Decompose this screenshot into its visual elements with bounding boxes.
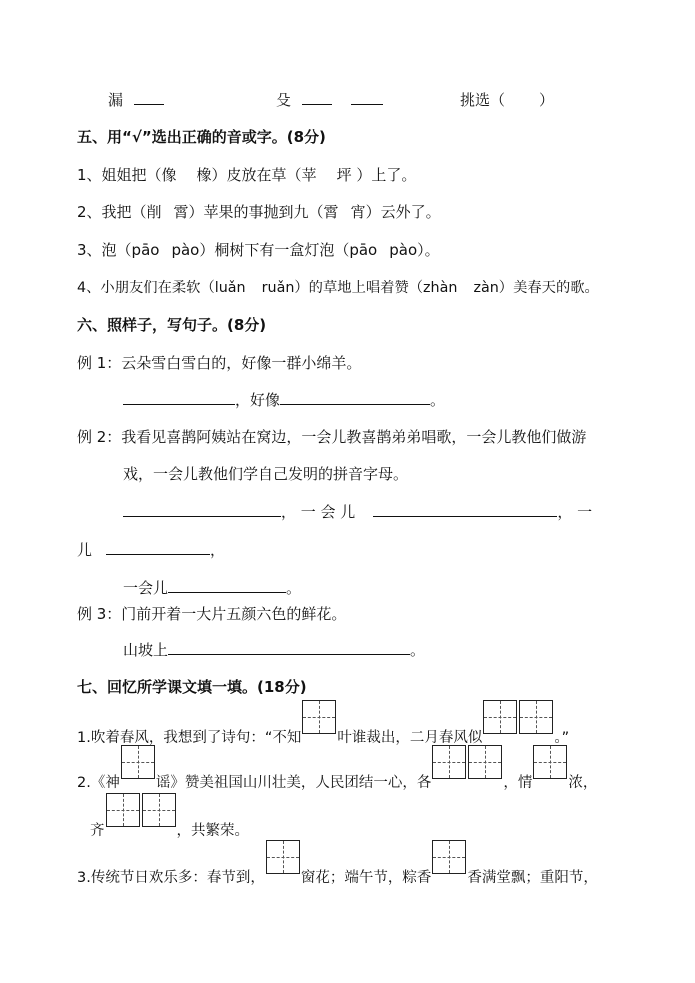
s7-q1-part-c: 。” [554, 730, 570, 746]
s6-ex3-label: 山坡上 [123, 641, 169, 659]
fill-row-2 [276, 89, 383, 111]
s6-example-2-answer-line-3 [123, 577, 301, 599]
tian-box[interactable] [266, 840, 300, 874]
s6-ex1-mid: ，好像 [235, 391, 281, 409]
s5-q1-part-a: 1、姐姐把（像 [77, 166, 177, 184]
s6-ex2-blank-3[interactable] [106, 540, 210, 555]
s7-q1-part-b: 叶谁裁出，二月春风似 [337, 730, 483, 746]
blank-3[interactable] [351, 90, 383, 105]
tian-box[interactable] [142, 793, 176, 827]
tian-box[interactable] [483, 700, 517, 734]
s7-q2-part-d: 浓， [568, 775, 598, 791]
s7-q3-part-c: 香满堂飘；重阳节， [467, 870, 598, 886]
s7-question-3 [77, 840, 598, 900]
s6-ex3-end: 。 [410, 641, 426, 659]
s5-q2-part-a: 2、我把（削 [77, 203, 162, 221]
s6-ex3-blank[interactable] [168, 640, 410, 655]
s6-ex2-er: 儿 [77, 541, 93, 559]
s6-ex2-l3: 一会儿 [123, 579, 169, 597]
s5-q4-part-c: zàn）美春天的歌。 [473, 280, 599, 296]
s5-question-1 [77, 164, 416, 186]
s7-q3-part-a: 3.传统节日欢乐多：春节到， [77, 870, 265, 886]
s5-q1-part-b: 橡）皮放在草（苹 [196, 166, 317, 184]
s6-example-3-answer [123, 639, 425, 661]
s6-ex2-blank-1[interactable] [123, 502, 281, 517]
tian-box[interactable] [432, 745, 466, 779]
s5-question-3 [77, 239, 440, 261]
s6-example-1: 例 1：云朵雪白雪白的，好像一群小绵羊。 [77, 354, 362, 372]
tian-box[interactable] [432, 840, 466, 874]
fill-word-1: 漏 [108, 91, 124, 109]
s6-example-2: 例 2：我看见喜鹊阿姨站在窝边，一会儿教喜鹊弟弟唱歌，一会儿教他们做游 [77, 428, 587, 446]
section-7-title: 七、回忆所学课文填一填。(18分) [77, 678, 307, 696]
s7-q3-part-b: 窗花；端午节，粽香 [300, 870, 432, 886]
s6-example-1-answer [123, 389, 445, 411]
s6-example-2-answer-line-1 [123, 501, 592, 523]
s6-example-2-cont: 戏，一会儿教他们学自己发明的拼音字母。 [123, 465, 409, 483]
tian-box[interactable] [533, 745, 567, 779]
blank-2[interactable] [302, 90, 332, 105]
fill-word-3: 挑选（ [460, 91, 506, 109]
s7-q2-part-b: 谣》赞美祖国山川壮美，人民团结一心，各 [155, 775, 432, 791]
s6-example-3: 例 3：门前开着一大片五颜六色的鲜花。 [77, 605, 347, 623]
s7-q2-part-e: 齐 [90, 823, 105, 839]
s6-ex2-l3-end: 。 [286, 579, 302, 597]
s5-q1-part-c: 坪 ）上了。 [336, 166, 417, 184]
s5-question-4 [77, 277, 599, 299]
s5-q3-part-c: pào）。 [389, 241, 440, 259]
s5-q3-part-b: pào）桐树下有一盒灯泡（pāo [171, 241, 378, 259]
fill-row-3 [460, 89, 554, 111]
fill-word-2: 殳 [276, 91, 292, 109]
s6-ex2-blank-2[interactable] [373, 502, 557, 517]
s6-ex2-comma: ， [210, 541, 226, 559]
tian-box[interactable] [302, 700, 336, 734]
fill-word-3-close: ） [539, 91, 555, 109]
tian-box[interactable] [468, 745, 502, 779]
s5-q2-part-c: 宵）云外了。 [350, 203, 441, 221]
s7-q2-part-f: ，共繁荣。 [176, 823, 249, 839]
s6-ex2-end: ， 一 [557, 503, 593, 521]
s6-ex1-end: 。 [430, 391, 446, 409]
s5-question-2 [77, 201, 441, 223]
s6-ex2-mid: ， 一 会 儿 [281, 503, 356, 521]
tian-box[interactable] [519, 700, 553, 734]
s7-q2-part-a: 2.《神 [77, 775, 120, 791]
s5-q2-part-b: 霄）苹果的事抛到九（霄 [173, 203, 339, 221]
s6-ex1-blank-1[interactable] [123, 390, 235, 405]
tian-box[interactable] [121, 745, 155, 779]
s7-q1-part-a: 1.吹着春风，我想到了诗句：“不知 [77, 730, 302, 746]
section-5-title: 五、用“√”选出正确的音或字。(8分) [77, 128, 326, 146]
s5-q3-part-a: 3、泡（pāo [77, 241, 160, 259]
s5-q4-part-b: ruǎn）的草地上唱着赞（zhàn [261, 280, 458, 296]
blank-1[interactable] [134, 90, 164, 105]
tian-box[interactable] [106, 793, 140, 827]
s5-q4-part-a: 4、小朋友们在柔软（luǎn [77, 280, 246, 296]
s6-ex1-blank-2[interactable] [280, 390, 430, 405]
section-6-title: 六、照样子，写句子。(8分) [77, 316, 267, 334]
s6-ex2-blank-4[interactable] [168, 578, 286, 593]
s7-q2-part-c: ，情 [503, 775, 533, 791]
s6-example-2-answer-line-2 [77, 539, 225, 561]
fill-row [108, 89, 164, 111]
